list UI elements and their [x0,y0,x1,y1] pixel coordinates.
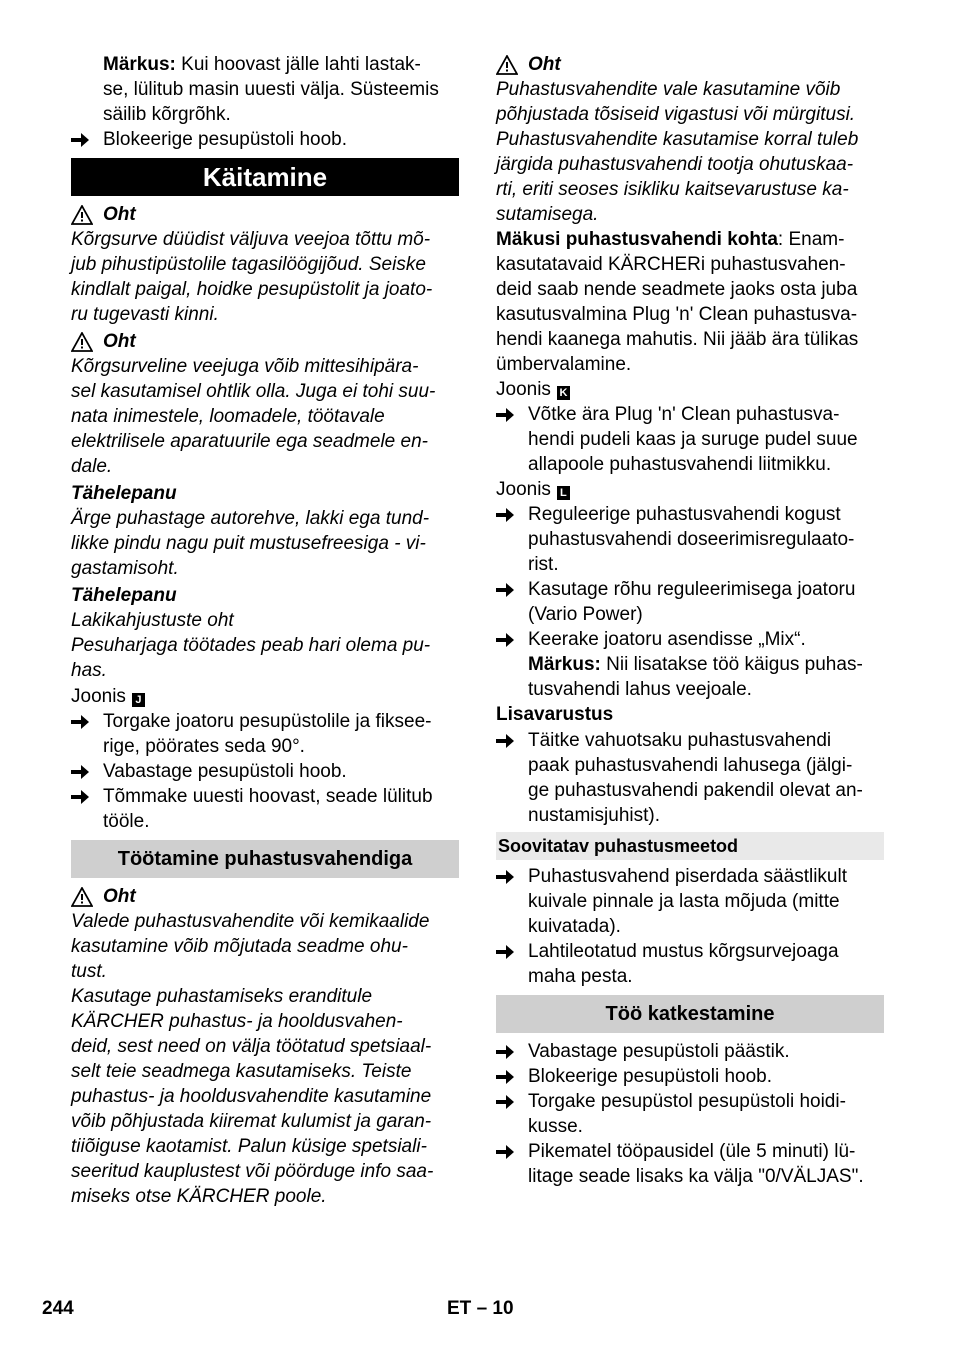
section-page: – 10 [476,1298,514,1319]
caution-text: Pesuharjaga töötades peab hari olema pu- [71,635,431,656]
warning-text: puhastus- ja hooldusvahendite kasutamine [71,1086,432,1107]
note-text: säilib kõrgrõhk. [103,104,231,125]
warning-text: jub pihustipüstolile tagasilöögijõud. Seiske [71,254,426,275]
warning-icon [71,205,93,225]
arrow-icon [496,402,518,427]
step-text: Vabastage pesupüstoli päästik. [528,1041,790,1062]
step-text: litage seade lisaks ka välja "0/VÄLJAS". [528,1166,864,1187]
step-text: Täitke vahuotsaku puhastusvahendi [528,730,832,751]
caution-text: has. [71,660,107,681]
arrow-icon [71,759,93,784]
warning-block [71,329,459,479]
caution-label: Tähelepanu [71,585,177,606]
arrow-icon [71,127,93,152]
arrow-icon [71,709,93,734]
caution-text: likke pindu nagu puit mustusefreesiga - vi- [71,533,426,554]
info-text: deid saab nende seadmete jaoks osta juba [496,279,858,300]
step-text: tööle. [103,811,150,832]
warning-text: Valede puhastusvahendite või kemikaalide [71,911,430,932]
step-text: puhastusvahendi doseerimisregulaato- [528,529,855,550]
warning-text: sel kasutamisel ohtlik olla. Juga ei tohi suu- [71,381,436,402]
arrow-icon [496,502,518,527]
caution-text: Ärge puhastage autorehve, lakki ega tund- [71,508,430,529]
step-text: Vabastage pesupüstoli hoob. [103,761,347,782]
info-block [496,227,884,377]
warning-label: Oht [103,204,136,225]
warning-text: elektrilisele aparatuurile ega seadmele en- [71,431,428,452]
page-number: 244 [42,1298,74,1319]
step-text: Torgake pesupüstol pesupüstoli hoidi- [528,1091,846,1112]
warning-text: KÄRCHER puhastus- ja hooldusvahen- [71,1011,403,1032]
footer-section-code [447,1298,514,1320]
arrow-icon [496,864,518,889]
warning-text: dale. [71,456,113,477]
step-text: nustamisjuhist). [528,805,660,826]
warning-block [71,202,459,327]
arrow-icon [496,1064,518,1089]
figure-reference [496,377,884,402]
warning-text: võib põhjustada kiiremat kulumist ja garan- [71,1111,432,1132]
warning-block [71,884,459,1209]
info-text: ümbervalamine. [496,354,632,375]
caution-text: Lakikahjustuste oht [71,610,234,631]
warning-text: nata inimestele, loomadele, töötavale [71,406,385,427]
step-text: kuivatada). [528,916,621,937]
step-text: rige, pöörates seda 90°. [103,736,305,757]
warning-text: kindlalt paigal, hoidke pesupüstolit ja joato- [71,279,433,300]
info-text: : Enam- [777,229,845,250]
warning-icon [71,887,93,907]
figure-label: Joonis [71,686,126,707]
arrow-icon [496,939,518,964]
warning-text: Puhastusvahendite kasutamise korral tuleb [496,129,859,150]
warning-text: miseks otse KÄRCHER poole. [71,1186,327,1207]
figure-label: Joonis [496,379,551,400]
step-text: Blokeerige pesupüstoli hoob. [103,129,348,150]
note-text: tusvahendi lahus veejoale. [528,679,752,700]
arrow-icon [496,728,518,753]
arrow-icon [71,784,93,809]
step-text: Torgake joatoru pesupüstolile ja fiksee- [103,711,432,732]
figure-letter-badge: J [132,693,145,707]
step-text: Blokeerige pesupüstoli hoob. [528,1066,773,1087]
step-text: Tõmmake uuesti hoovast, seade lülitub [103,786,433,807]
step-text: ge puhastusvahendi pakendil olevat an- [528,780,863,801]
step-text: (Vario Power) [528,604,643,625]
warning-label: Oht [528,54,561,75]
caution-text: gastamisoht. [71,558,179,579]
info-text: kasutatavaid KÄRCHERi puhastusvahen- [496,254,846,275]
arrow-icon [496,1039,518,1064]
subsection-heading-puhastusmeetod: Soovitatav puhastusmeetod [496,832,884,860]
arrow-icon [496,1139,518,1164]
warning-text: ru tugevasti kinni. [71,304,219,325]
step-text: maha pesta. [528,966,633,987]
warning-text: Kõrgsurveline veejuga võib mittesihipära- [71,356,419,377]
caution-label: Tähelepanu [71,483,177,504]
warning-text: rti, eriti seoses isikliku kaitsevarustuse ka- [496,179,849,200]
warning-icon [496,55,518,75]
arrow-icon [496,627,518,652]
subsection-heading-lisavarustus: Lisavarustus [496,704,614,725]
warning-text: Puhastusvahendite vale kasutamine võib [496,79,841,100]
step-text: Keerake joatoru asendisse „Mix“. [528,629,806,650]
warning-text: tiiõiguse kaotamist. Palun küsige spetsiali- [71,1136,427,1157]
figure-label: Joonis [496,479,551,500]
warning-label: Oht [103,886,136,907]
warning-text: deid, sest need on välja töötatud spetsiaal- [71,1036,432,1057]
note-label: Märkus: [528,654,601,675]
arrow-icon [496,1089,518,1114]
section-heading-too-katkestamine: Töö katkestamine [496,995,884,1033]
step-text: Pikematel tööpausidel (üle 5 minuti) lü- [528,1141,856,1162]
warning-text: järgida puhastusvahendi tootja ohutuskaa- [496,154,854,175]
warning-text: selt teie seadmega kasutamiseks. Teiste [71,1061,412,1082]
arrow-icon [496,577,518,602]
info-text: kasutusvalmina Plug 'n' Clean puhastusva- [496,304,858,325]
caution-block [71,481,459,581]
warning-text: Kõrgsurve düüdist väljuva veejoa tõttu mõ- [71,229,431,250]
warning-icon [71,332,93,352]
step-text: allapoole puhastusvahendi liitmikku. [528,454,832,475]
step-text: paak puhastusvahendi lahusega (jälgi- [528,755,853,776]
info-label: Mäkusi puhastusvahendi kohta [496,229,778,250]
note-text: Kui hoovast jälle lahti lastak- [181,54,421,75]
warning-text: kasutamine võib mõjutada seadme ohu- [71,936,408,957]
step-text: rist. [528,554,559,575]
section-heading-puhastusvahend: Töötamine puhastusvahendiga [71,840,459,878]
note-block [71,52,491,127]
step-text: hendi pudeli kaas ja suruge pudel suue [528,429,858,450]
caution-block [71,583,459,683]
warning-text: seeritud kauplustest või pöörduge info saa- [71,1161,434,1182]
figure-letter-badge: L [557,486,570,500]
warning-label: Oht [103,331,136,352]
step-text: kusse. [528,1116,583,1137]
warning-text: põhjustada tõsiseid vigastusi või mürgitusi. [496,104,856,125]
info-text: hendi kaanega mahutis. Nii jääb ära tülikas [496,329,859,350]
note-text: se, lülitub masin uuesti välja. Süsteemis [103,79,439,100]
section-heading-kaitamine: Käitamine [71,158,459,196]
figure-letter-badge: K [557,386,570,400]
step-text: Kasutage rõhu reguleerimisega joatoru [528,579,856,600]
figure-reference [71,684,459,709]
warning-text: Kasutage puhastamiseks eranditule [71,986,373,1007]
step-text: Reguleerige puhastusvahendi kogust [528,504,841,525]
step-text: Võtke ära Plug 'n' Clean puhastusva- [528,404,840,425]
step-text: Lahtileotatud mustus kõrgsurvejoaga [528,941,839,962]
warning-text: tust. [71,961,107,982]
step-text: Puhastusvahend piserdada säästlikult [528,866,847,887]
language-code: ET [447,1298,472,1319]
note-text: Nii lisatakse töö käigus puhas- [606,654,863,675]
warning-block [496,52,884,227]
step-text: kuivale pinnale ja lasta mõjuda (mitte [528,891,840,912]
warning-text: sutamisega. [496,204,599,225]
figure-reference [496,477,884,502]
note-label: Märkus: [103,54,176,75]
